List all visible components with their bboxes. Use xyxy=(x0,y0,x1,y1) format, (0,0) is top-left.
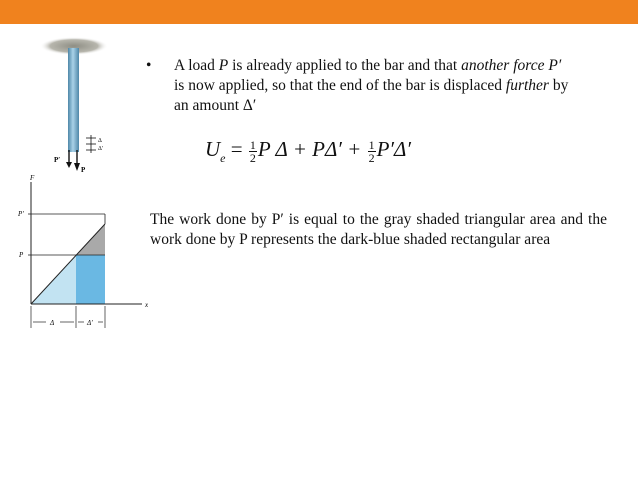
bar xyxy=(68,48,79,152)
frac-numerator: 1 xyxy=(368,137,375,152)
graph-label-p: P xyxy=(19,251,24,259)
graph-label-p-prime: P′ xyxy=(18,210,24,218)
bullet-line-1 xyxy=(174,56,626,76)
force-arrowhead-p-prime xyxy=(66,162,72,168)
displacement-dimensions xyxy=(31,306,105,328)
bullet-line-2 xyxy=(174,76,626,96)
text-run-italic: further xyxy=(505,77,549,94)
text-run: is already applied to the bar and that xyxy=(228,57,462,74)
graph-label-delta-prime: Δ′ xyxy=(87,319,93,327)
frac-denominator: 2 xyxy=(368,150,375,165)
eq-fraction-half-2 xyxy=(368,139,376,164)
frac-denominator: 2 xyxy=(249,150,256,165)
header-accent-bar xyxy=(0,0,638,24)
text-run-italic: another force P′ xyxy=(461,57,562,74)
bar-label-p: P xyxy=(81,166,86,174)
graph-label-delta: Δ xyxy=(50,319,55,327)
bullet-line-3: an amount Δ′ xyxy=(174,97,257,114)
strain-energy-equation xyxy=(205,137,411,166)
bar-diagram xyxy=(34,34,134,176)
graph-label-f: F xyxy=(30,174,35,182)
bar-label-delta: Δ xyxy=(98,138,102,144)
eq-lhs-subscript: e xyxy=(220,151,226,165)
dark-blue-rectangle-area xyxy=(76,255,105,304)
eq-term-2: P′Δ′ xyxy=(376,137,411,161)
bullet-text xyxy=(174,56,626,116)
displacement-marker xyxy=(86,135,96,153)
text-run: A load xyxy=(174,57,219,74)
eq-equals: = xyxy=(225,137,248,161)
bar-label-delta-prime: Δ′ xyxy=(98,146,104,152)
text-run-italic: P xyxy=(218,57,229,74)
description-paragraph: The work done by P′ is equal to the gray shaded triangular area and the work done by P represents the dark-blue shaded rectangular area xyxy=(150,211,607,248)
eq-fraction-half-1 xyxy=(249,139,257,164)
frac-numerator: 1 xyxy=(249,137,256,152)
force-displacement-graph xyxy=(6,170,154,330)
text-run: by xyxy=(548,77,569,94)
eq-lhs: U xyxy=(205,137,221,161)
text-run: is now applied, so that the end of the bar is displaced xyxy=(174,77,506,94)
bullet-dot: • xyxy=(146,57,152,74)
eq-term-1: P Δ + PΔ′ + xyxy=(257,137,367,161)
bar-label-p-prime: P′ xyxy=(54,156,61,164)
graph-label-x: x xyxy=(145,301,149,309)
